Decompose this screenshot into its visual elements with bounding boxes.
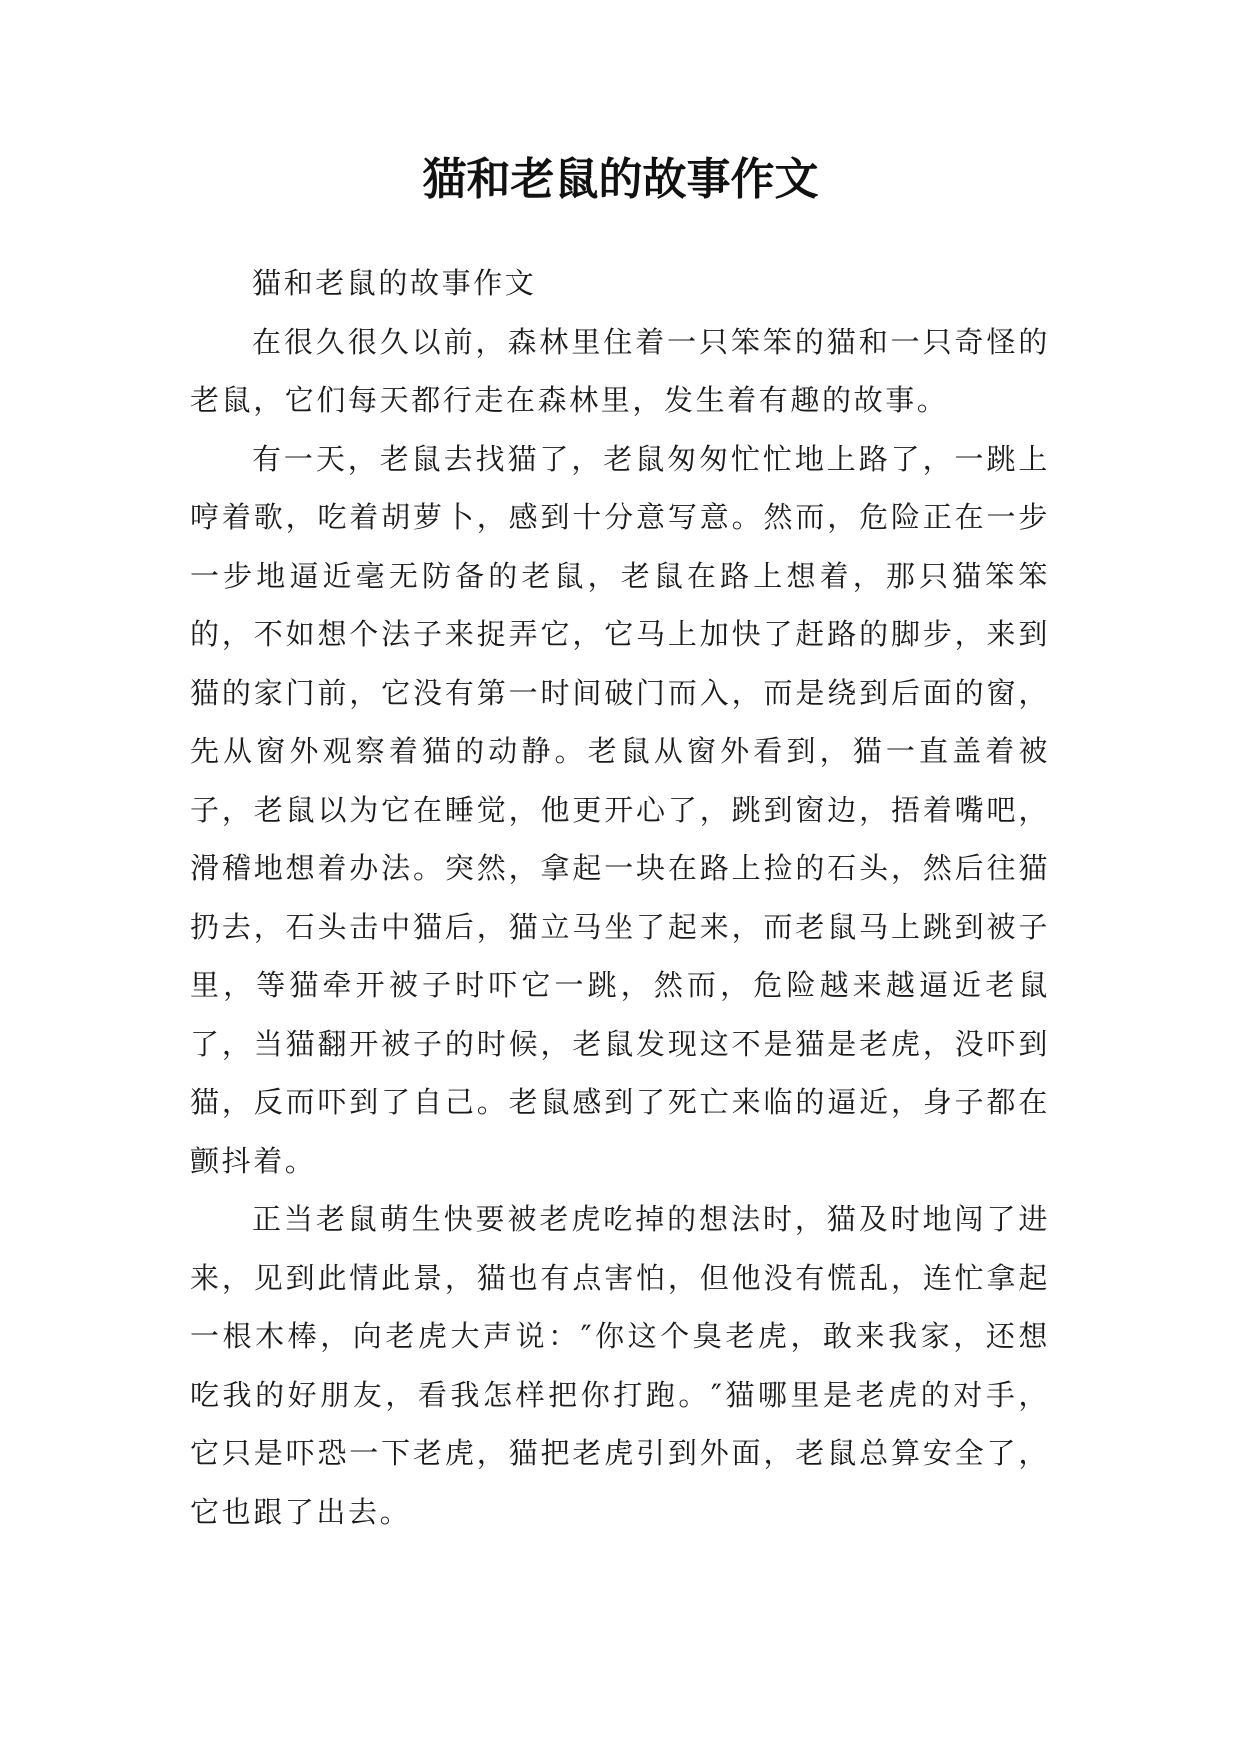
paragraph-story-main: 有一天，老鼠去找猫了，老鼠匆匆忙忙地上路了，一跳上哼着歌，吃着胡萝卜，感到十分意写意。然而，危险正在一步一步地逼近毫无防备的老鼠，老鼠在路上想着，那只猫笨笨的，不如想个法子来捉弄它，它马上加快了赶路的脚步，来到猫的家门前，它没有第一时间破门而入，而是绕到后面的窗，先从窗外观察着猫的动静。老鼠从窗外看到，猫一直盖着被子，老鼠以为它在睡觉，他更开心了，跳到窗边，捂着嘴吧，滑稽地想着办法。突然，拿起一块在路上捡的石头，然后往猫扔去，石头击中猫后，猫立马坐了起来，而老鼠马上跳到被子里，等猫牵开被子时吓它一跳，然而，危险越来越逼近老鼠了，当猫翻开被子的时候，老鼠发现这不是猫是老虎，没吓到猫，反而吓到了自己。老鼠感到了死亡来临的逼近，身子都在颤抖着。 <box>190 441 1050 1178</box>
paragraph-intro: 在很久很久以前，森林里住着一只笨笨的猫和一只奇怪的老鼠，它们每天都行走在森林里，发生着有趣的故事。 <box>190 324 1050 417</box>
paragraph-subtitle: 猫和老鼠的故事作文 <box>252 266 537 300</box>
paragraph-story-rescue: 正当老鼠萌生快要被老虎吃掉的想法时，猫及时地闯了进来，见到此情此景，猫也有点害怕，但他没有慌乱，连忙拿起一根木棒，向老虎大声说：″你这个臭老虎，敢来我家，还想吃我的好朋友，看我怎样把你打跑。″猫哪里是老虎的对手，它只是吓恐一下老虎，猫把老虎引到外面，老鼠总算安全了，它也跟了出去。 <box>190 1202 1050 1529</box>
document-title: 猫和老鼠的故事作文 <box>422 154 819 205</box>
document-body <box>190 254 1050 1541</box>
